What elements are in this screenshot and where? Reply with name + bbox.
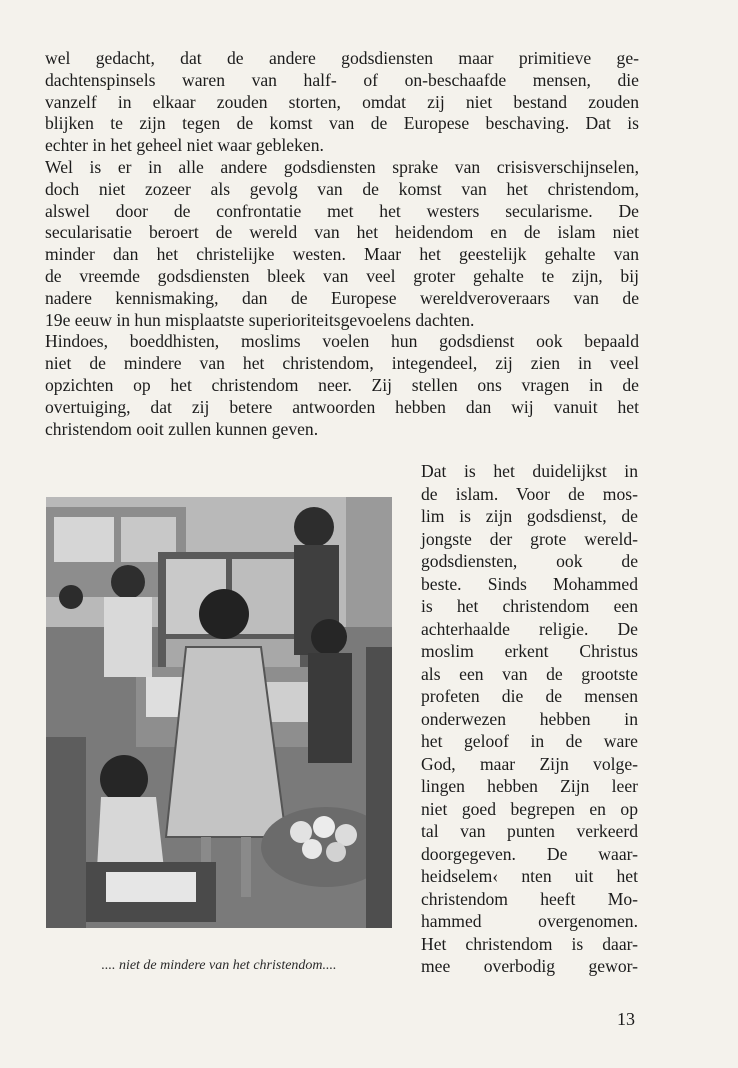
text-line: profeten die de mensen — [421, 686, 638, 706]
text-line: alswel door de confrontatie met het westers secularisme. De — [45, 200, 639, 221]
text-line: Dat is het duidelijkst in — [421, 461, 638, 481]
text-line: de islam. Voor de mos- — [421, 483, 638, 504]
street-vendor-children-photo — [46, 497, 392, 928]
text-line: christendom heeft Mo- — [421, 888, 638, 909]
text-line: Het christendom is daar- — [421, 933, 638, 954]
text-line: wel gedacht, dat de andere godsdiensten maar primitieve ge- — [45, 48, 639, 68]
text-line: overtuiging, dat zij betere antwoorden hebben dan wij vanuit het — [45, 396, 639, 417]
photo-caption: .... niet de mindere van het christendom.... — [101, 958, 337, 973]
text-line: is het christendom een — [421, 596, 638, 616]
text-line: hammed overgenomen. — [421, 911, 638, 931]
text-line: onderwezen hebben in — [421, 708, 638, 729]
text-line: mee overbodig gewor- — [421, 956, 638, 976]
text-line: God, maar Zijn volge- — [421, 753, 638, 774]
right-column-text — [421, 460, 638, 978]
body-text-paragraphs — [45, 48, 639, 440]
text-line: secularisatie beroert de wereld van het heidendom en de islam niet — [45, 222, 639, 243]
text-line: dachtenspinsels waren van half- of on-beschaafde mensen, die — [45, 69, 639, 90]
text-line: vanzelf in elkaar zouden storten, omdat zij niet bestand zouden — [45, 91, 639, 112]
text-line: het geloof in de ware — [421, 731, 638, 751]
text-line: beste. Sinds Mohammed — [421, 573, 638, 594]
text-line: Wel is er in alle andere godsdiensten sprake van crisisverschijnselen, — [45, 156, 639, 177]
text-line: niet de mindere van het christendom, integendeel, zij zien in veel — [45, 353, 639, 374]
text-line: christendom ooit zullen kunnen geven. — [45, 418, 319, 439]
text-line: nadere kennismaking, dan de Europese wereldveroveraars van de — [45, 287, 639, 308]
text-line: echter in het geheel niet waar gebleken. — [45, 135, 324, 156]
text-line: doch niet zozeer als gevolg van de komst van het christendom, — [45, 178, 639, 199]
text-line: blijken te zijn tegen de komst van de Europese beschaving. Dat is — [45, 113, 639, 134]
text-line: als een van de grootste — [421, 663, 638, 684]
text-line: moslim erkent Christus — [421, 641, 638, 661]
text-line: tal van punten verkeerd — [421, 821, 638, 841]
page-number: 13 — [617, 1009, 635, 1029]
text-line: heidselem‹ nten uit het — [421, 866, 638, 886]
text-line: achterhaalde religie. De — [421, 618, 638, 639]
text-line: jongste der grote wereld- — [421, 528, 638, 549]
text-line: minder dan het christelijke westen. Maar het geestelijk gehalte van — [45, 244, 639, 265]
text-line: lim is zijn godsdienst, de — [421, 506, 638, 526]
text-line: godsdiensten, ook de — [421, 551, 638, 571]
text-line: 19e eeuw in hun misplaatste superioriteitsgevoelens dachten. — [45, 309, 475, 330]
text-line: doorgegeven. De waar- — [421, 843, 638, 864]
text-line: lingen hebben Zijn leer — [421, 776, 638, 796]
text-line: niet goed begrepen en op — [421, 798, 638, 819]
text-line: de vreemde godsdiensten bleek van veel groter gehalte te zijn, bij — [45, 265, 639, 286]
text-line: Hindoes, boeddhisten, moslims voelen hun godsdienst ook bepaald — [45, 331, 639, 352]
text-line: opzichten op het christendom neer. Zij stellen ons vragen in de — [45, 374, 639, 395]
